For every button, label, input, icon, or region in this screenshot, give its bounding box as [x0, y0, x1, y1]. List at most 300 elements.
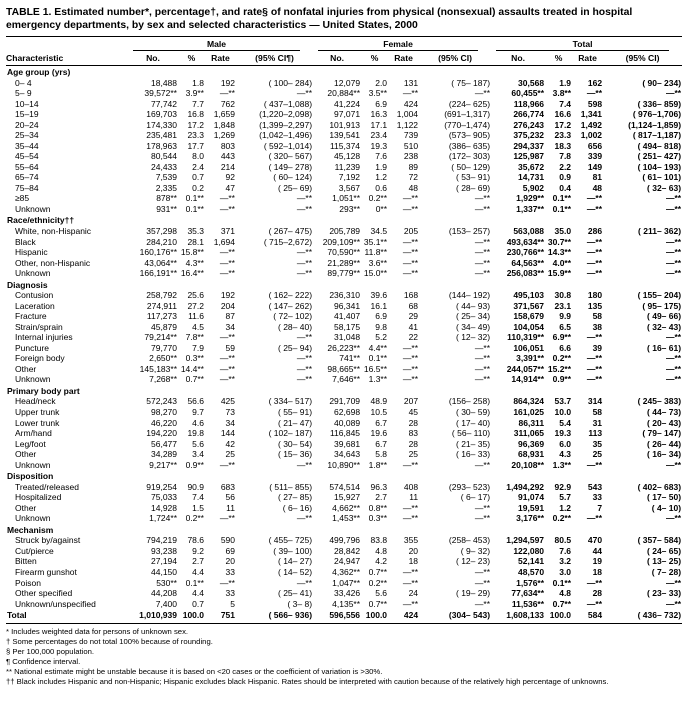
table-row	[6, 193, 682, 204]
cell: 18,488	[151, 77, 177, 88]
cell: ( 17– 50)	[647, 492, 682, 503]
row-label: Puncture	[15, 342, 50, 353]
cell: 205,789	[329, 225, 361, 236]
cell: 92.9	[554, 481, 572, 492]
cell: 28	[408, 417, 419, 428]
cell: ( 104– 193)	[637, 161, 682, 172]
cell: 3,176**	[516, 513, 545, 524]
cell: 286	[587, 225, 603, 236]
cell: —**	[586, 363, 603, 374]
cell: 11,536**	[511, 598, 545, 609]
cell: 28	[408, 438, 419, 449]
cell: 19.8	[187, 428, 204, 439]
group-header-row	[6, 37, 682, 53]
cell: 64,563**	[511, 257, 545, 268]
total-pct-header: %	[545, 52, 572, 66]
table-row	[6, 141, 682, 152]
cell: 118,966	[513, 98, 545, 109]
cell: 493,634**	[506, 236, 545, 247]
table-row	[6, 130, 682, 141]
total-ci-header: (95% CI)	[603, 52, 682, 66]
cell: 1.5	[192, 502, 204, 513]
cell: 6.7	[375, 438, 388, 449]
cell: —**	[296, 257, 313, 268]
footnote-pilcrow: ¶ Confidence interval.	[6, 656, 81, 666]
cell: 1.2	[559, 502, 572, 513]
cell: 656	[587, 140, 603, 151]
cell: 683	[220, 481, 235, 492]
cell: 16.6	[554, 109, 572, 120]
cell: 205	[403, 225, 419, 236]
cell: (258– 453)	[448, 535, 491, 546]
female-rate-header: Rate	[388, 52, 419, 66]
cell: —**	[586, 247, 603, 258]
cell: ( 211– 362)	[638, 225, 682, 236]
cell: 0.2**	[185, 513, 204, 524]
section-heading-row	[6, 524, 682, 536]
cell: ( 15– 36)	[278, 449, 313, 460]
cell: 2.2	[559, 161, 572, 172]
cell: 31	[592, 417, 603, 428]
cell: —**	[474, 513, 491, 524]
cell: 45,128	[334, 151, 361, 162]
cell: 7.6	[375, 151, 388, 162]
table-title: TABLE 1. Estimated number*, percentage†, and rate§ of nonfatal injuries from physical (nonsexual) assaults treated in hospital emergency departments, by sex and selected characteristics — United States, 2000	[6, 7, 633, 31]
cell: ( 147– 262)	[268, 300, 313, 311]
cell: 115,374	[329, 140, 361, 151]
cell: 39,572**	[144, 88, 177, 99]
male-pct-header: %	[178, 52, 205, 66]
cell: 4.4**	[368, 342, 388, 353]
table-row	[6, 258, 682, 269]
cell: 355	[403, 535, 419, 546]
cell: 52,141	[518, 556, 545, 567]
cell: ( 34– 49)	[456, 321, 491, 332]
total-no-header: No.	[491, 52, 545, 66]
footnote-dagger: † Some percentages do not total 100% because of rounding.	[6, 636, 213, 646]
cell: ( 817–1,187)	[632, 130, 682, 141]
cell: 2.4	[192, 161, 204, 172]
cell: 598	[587, 98, 603, 109]
female-group-label: Female	[383, 39, 413, 49]
cell: 1,294,597	[506, 535, 545, 546]
cell: 39,681	[334, 438, 361, 449]
cell: 0.3**	[368, 513, 388, 524]
cell: 739	[403, 130, 419, 141]
cell: —**	[402, 236, 419, 247]
cell: 4.5	[192, 321, 204, 332]
cell: 35	[592, 438, 603, 449]
cell: 117,273	[146, 311, 177, 322]
table-row	[6, 151, 682, 162]
cell: 23.3	[554, 130, 572, 141]
cell: ( 494– 818)	[637, 140, 682, 151]
cell: —**	[665, 374, 682, 385]
cell: ( 334– 517)	[268, 396, 313, 407]
cell: ( 39– 100)	[273, 545, 313, 556]
cell: 284,210	[146, 236, 177, 247]
cell: —**	[402, 268, 419, 279]
cell: ( 72– 102)	[273, 311, 313, 322]
cell: 45,879	[151, 321, 177, 332]
cell: ( 511– 855)	[269, 481, 313, 492]
cell: ( 79– 147)	[642, 428, 682, 439]
cell: ( 75– 187)	[451, 77, 491, 88]
cell: 0.7**	[552, 598, 572, 609]
cell: —**	[402, 353, 419, 364]
cell: 2.7	[375, 492, 388, 503]
cell: —**	[586, 459, 603, 470]
table-row	[6, 546, 682, 557]
total-rate-header: Rate	[572, 52, 603, 66]
cell: ( 13– 25)	[647, 556, 682, 567]
table-row	[6, 588, 682, 599]
cell: 100.0	[361, 609, 388, 623]
cell: 1,608,133	[491, 609, 545, 623]
cell: 276,243	[513, 119, 545, 130]
cell: 1.9	[559, 77, 572, 88]
cell: 0.1**	[368, 353, 388, 364]
cell: —**	[219, 332, 235, 343]
cell: 4.3**	[185, 257, 204, 268]
cell: 7,539	[155, 172, 177, 183]
cell: 28,842	[334, 545, 361, 556]
cell: 18	[592, 566, 603, 577]
cell: ( 44– 93)	[456, 300, 491, 311]
footnote-section: § Per 100,000 population.	[6, 646, 95, 656]
cell: ( 16– 61)	[647, 342, 682, 353]
cell: ( 12– 23)	[456, 556, 491, 567]
cell: 56,477	[151, 438, 177, 449]
cell: 14.4**	[180, 363, 204, 374]
table-row	[6, 364, 682, 375]
cell: ( 100– 284)	[268, 77, 313, 88]
cell: 15.8**	[180, 247, 204, 258]
cell: ( 437–1,088)	[263, 98, 313, 109]
table-row	[6, 268, 682, 279]
cell: 375,232	[513, 130, 545, 141]
cell: 7.8	[559, 151, 572, 162]
cell: 1,659	[213, 109, 235, 120]
row-label: 45–54	[15, 151, 39, 162]
cell: 1,122	[396, 119, 419, 130]
cell: —**	[219, 353, 235, 364]
cell: 1,848	[213, 119, 235, 130]
cell: 294,337	[513, 140, 545, 151]
section-heading-row	[6, 279, 682, 291]
cell: 584	[572, 609, 603, 623]
cell: ( 320– 567)	[268, 151, 313, 162]
cell: (293– 523)	[448, 481, 491, 492]
cell: 125,987	[513, 151, 545, 162]
cell: 0.6	[375, 182, 388, 193]
cell: 4.8	[559, 588, 572, 599]
cell: 1,492	[580, 119, 603, 130]
cell: 48,570	[518, 566, 545, 577]
cell: 0.9**	[185, 459, 204, 470]
row-label: Other	[15, 449, 37, 460]
cell: ( 27– 85)	[278, 492, 313, 503]
footnote-double-asterisk: ** National estimate might be unstable because it is based on <20 cases or the coefficient of variation is >30%.	[6, 666, 383, 676]
table-row	[6, 88, 682, 99]
cell: 0.1**	[185, 193, 204, 204]
column-header-row	[6, 52, 682, 66]
cell: 1.8	[192, 77, 204, 88]
cell: 864,324	[513, 396, 545, 407]
cell: 0.7**	[368, 598, 388, 609]
assault-injuries-table	[6, 36, 682, 624]
row-label: Other	[15, 363, 37, 374]
cell: —**	[296, 577, 313, 588]
male-rate-header: Rate	[205, 52, 236, 66]
cell: 79,770	[151, 342, 177, 353]
cell: 11.6	[188, 311, 204, 322]
cell: —**	[402, 88, 419, 99]
cell: —**	[296, 193, 313, 204]
cell: 70,590**	[327, 247, 361, 258]
cell: 97,071	[334, 109, 361, 120]
cell: 135	[587, 300, 603, 311]
cell: 25	[408, 449, 419, 460]
cell: 1.3**	[552, 459, 572, 470]
cell: —**	[474, 566, 491, 577]
cell: 34	[225, 417, 235, 428]
cell: 5,902	[522, 182, 545, 193]
cell: (1,124–1,859)	[628, 119, 682, 130]
cell: 3.0	[559, 566, 572, 577]
cell: 572,243	[146, 396, 177, 407]
cell: —**	[219, 577, 235, 588]
cell: 4,662**	[332, 502, 361, 513]
table-row	[6, 120, 682, 131]
cell: —**	[474, 577, 491, 588]
characteristic-column-header: Characteristic	[6, 52, 128, 66]
cell: 131	[403, 77, 419, 88]
cell: —**	[402, 502, 419, 513]
cell: 58	[592, 311, 603, 322]
cell: —**	[219, 203, 235, 214]
row-label: Unknown	[15, 513, 51, 524]
cell: 35,672	[518, 161, 545, 172]
cell: 87	[225, 311, 235, 322]
cell: 33	[592, 492, 603, 503]
cell: 11	[409, 492, 419, 503]
row-label: Unknown	[15, 203, 51, 214]
cell: 28	[592, 588, 603, 599]
cell: 371	[220, 225, 235, 236]
cell: 20,108**	[511, 459, 545, 470]
cell: 543	[587, 481, 603, 492]
cell: —**	[665, 332, 682, 343]
cell: 2.7	[192, 556, 204, 567]
cell: 69	[225, 545, 235, 556]
cell: 46,220	[151, 417, 177, 428]
cell: 0.1**	[185, 577, 204, 588]
section-heading-row	[6, 470, 682, 482]
cell: 510	[403, 140, 419, 151]
cell: 0**	[375, 203, 388, 214]
cell: 3.6**	[368, 257, 388, 268]
row-label: Treated/released	[15, 481, 79, 492]
row-label: Other, non-Hispanic	[15, 257, 91, 268]
cell: 311,065	[513, 428, 545, 439]
cell: ( 6– 16)	[282, 502, 313, 513]
cell: 116,845	[329, 428, 361, 439]
row-label: White, non-Hispanic	[15, 225, 92, 236]
cell: 794,219	[146, 535, 177, 546]
cell: 110,319**	[507, 332, 545, 343]
table-row	[6, 418, 682, 429]
table-row	[6, 311, 682, 322]
row-label: 0– 4	[15, 77, 32, 88]
cell: 0.1**	[552, 193, 572, 204]
row-label: Lower trunk	[15, 417, 60, 428]
row-label: 55–64	[15, 161, 39, 172]
cell: —**	[474, 247, 491, 258]
cell: 16.1	[370, 300, 388, 311]
cell: ( 56– 110)	[451, 428, 491, 439]
cell: —**	[586, 598, 603, 609]
cell: 48	[592, 182, 603, 193]
cell: 0.9**	[552, 374, 572, 385]
cell: 919,254	[146, 481, 177, 492]
cell: 20,884**	[327, 88, 361, 99]
cell: 408	[403, 481, 419, 492]
cell: 77,742	[151, 98, 177, 109]
cell: —**	[474, 203, 491, 214]
table-row	[6, 578, 682, 589]
cell: 17.2	[187, 119, 204, 130]
cell: 209,109**	[322, 236, 361, 247]
table-row	[6, 322, 682, 333]
cell: 16.5**	[363, 363, 388, 374]
cell: 11	[226, 502, 235, 513]
table-row	[6, 99, 682, 110]
cell: 15.2**	[547, 363, 572, 374]
cell: 91,074	[518, 492, 545, 503]
cell: ( 49– 66)	[647, 311, 682, 322]
cell: —**	[296, 332, 313, 343]
row-label: Black	[15, 236, 36, 247]
row-label: Hospitalized	[15, 492, 62, 503]
cell: 0.7	[192, 598, 204, 609]
cell: 530**	[156, 577, 177, 588]
cell: —**	[219, 247, 235, 258]
cell: 9.2	[192, 545, 204, 556]
female-ci-header: (95% CI)	[419, 52, 491, 66]
cell: 92	[225, 172, 235, 183]
table-row	[6, 78, 682, 89]
cell: 8.0	[192, 151, 204, 162]
cell: 29	[408, 311, 419, 322]
cell: —**	[665, 88, 682, 99]
section-heading-row	[6, 66, 682, 78]
cell: —**	[586, 257, 603, 268]
cell: 41	[408, 321, 419, 332]
cell: 18	[408, 556, 419, 567]
cell: 1,929**	[516, 193, 545, 204]
cell: 4.3	[559, 449, 572, 460]
cell: 24,433	[151, 161, 177, 172]
row-label: Laceration	[15, 300, 55, 311]
cell: 495,103	[513, 290, 545, 301]
cell: ( 12– 32)	[456, 332, 491, 343]
table-row	[6, 109, 682, 120]
cell: 7,646**	[332, 374, 361, 385]
total-group-header	[491, 37, 682, 53]
cell: 40,089	[334, 417, 361, 428]
male-group-header	[128, 37, 313, 53]
cell: 357,298	[146, 225, 177, 236]
cell: ( 245– 383)	[637, 396, 682, 407]
cell: 1,694	[213, 236, 235, 247]
table-row	[6, 343, 682, 354]
cell: 16.8	[187, 109, 204, 120]
cell: 81	[592, 172, 603, 183]
cell: 106,051	[513, 342, 545, 353]
cell: 161,025	[513, 407, 545, 417]
cell: 1.2	[375, 172, 388, 183]
cell: 5.4	[559, 417, 572, 428]
section-heading: Age group (yrs)	[7, 67, 71, 77]
cell: 18.3	[554, 140, 572, 151]
cell: 100.0	[178, 609, 205, 623]
cell: 7.6	[559, 545, 572, 556]
cell: ( 28– 69)	[456, 182, 491, 193]
cell: —**	[296, 513, 313, 524]
cell: 42	[225, 438, 235, 449]
cell: 25	[225, 449, 235, 460]
cell: ( 21– 47)	[278, 417, 313, 428]
cell: 43,064**	[144, 257, 177, 268]
cell: 35.3	[187, 225, 204, 236]
cell: 5	[230, 598, 235, 609]
table-row	[6, 226, 682, 237]
cell: 563,088	[513, 225, 545, 236]
cell: 6.9	[375, 98, 388, 109]
row-label: Arm/hand	[15, 428, 52, 439]
cell: (1,399–2,297)	[259, 119, 313, 130]
section-heading: Primary body part	[7, 385, 80, 396]
female-pct-header: %	[361, 52, 388, 66]
cell: 160,176**	[139, 247, 177, 258]
cell: 100.0	[545, 609, 572, 623]
cell: (156– 258)	[448, 396, 491, 407]
cell: —**	[219, 513, 235, 524]
cell: —**	[296, 459, 313, 470]
row-label: Unknown	[15, 268, 51, 279]
cell: ( 6– 17)	[460, 492, 491, 503]
cell: 204	[220, 300, 235, 311]
cell: ( 357– 584)	[637, 535, 682, 546]
cell: 56	[225, 492, 235, 503]
cell: ( 26– 44)	[647, 438, 682, 449]
cell: 166,191**	[139, 268, 177, 279]
cell: 98,270	[151, 407, 177, 417]
cell: 48.9	[370, 396, 388, 407]
table-row	[6, 247, 682, 258]
cell: 35.0	[554, 225, 572, 236]
cell: 174,330	[146, 119, 177, 130]
cell: —**	[586, 88, 603, 99]
cell: —**	[402, 257, 419, 268]
cell: 30.8	[554, 290, 572, 301]
cell: 1,010,939	[128, 609, 178, 623]
cell: 1,047**	[332, 577, 361, 588]
cell: ( 24– 65)	[647, 545, 682, 556]
cell: (172– 303)	[448, 151, 491, 162]
cell: (691–1,317)	[444, 109, 491, 120]
